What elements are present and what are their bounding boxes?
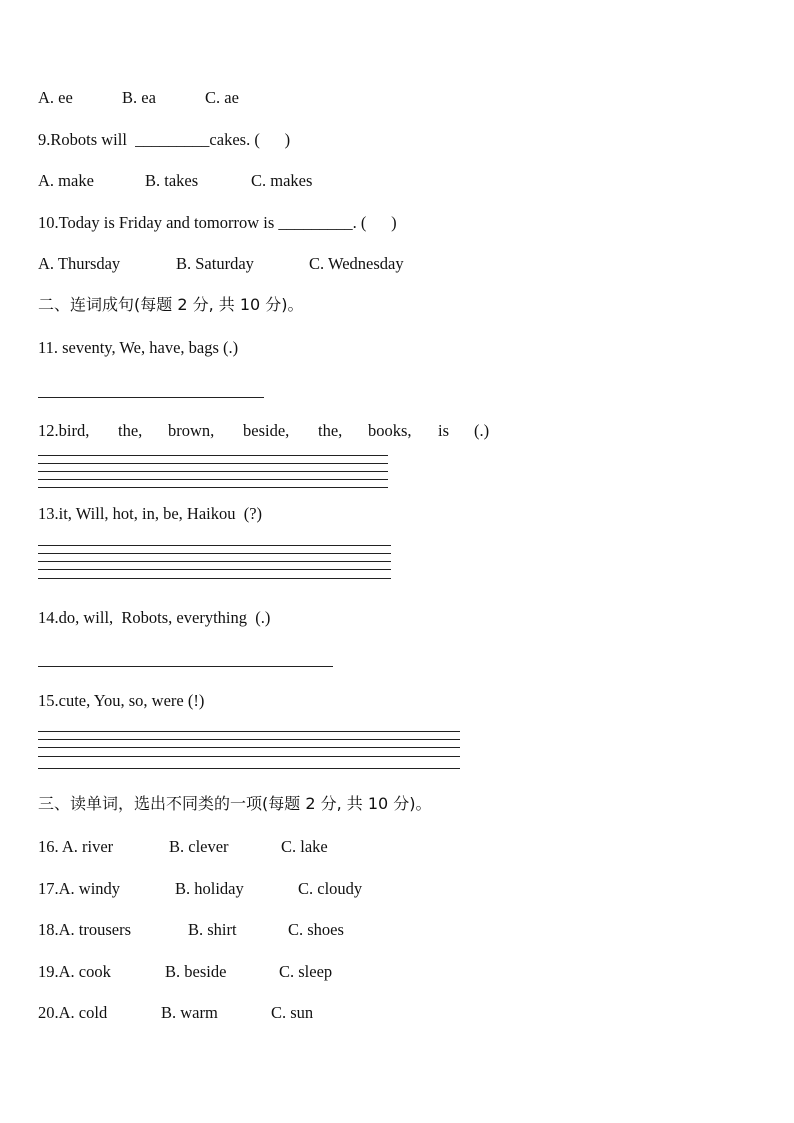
q12-answer-line[interactable]	[38, 463, 388, 464]
q18-option-a: 18.A. trousers	[38, 920, 132, 939]
q12-word: beside,	[243, 421, 290, 440]
q14-answer-line[interactable]	[38, 666, 333, 667]
q19-option-a: 19.A. cook	[38, 962, 111, 981]
section3-title: 三、读单词，选出不同类的一项(每题 2 分, 共 10 分)。	[38, 794, 432, 813]
q12-word: the,	[318, 421, 343, 440]
q16-option-a: 16. A. river	[38, 837, 114, 856]
q16-option-c: C. lake	[281, 837, 328, 856]
q12-word: is	[438, 421, 450, 440]
q12-word: books,	[368, 421, 412, 440]
q10-option-c: C. Wednesday	[309, 254, 404, 273]
q9-option-b: B. takes	[145, 171, 199, 190]
q13-answer-line[interactable]	[38, 553, 391, 554]
q11-answer-line[interactable]	[38, 397, 264, 398]
q9-question: 9.Robots will _________cakes. ( )	[38, 130, 291, 149]
q20-option-c: C. sun	[271, 1003, 314, 1022]
q13-prompt: 13.it, Will, hot, in, be, Haikou (?)	[38, 504, 263, 523]
q12-answer-line[interactable]	[38, 479, 388, 480]
q12-word: 12.bird,	[38, 421, 90, 440]
q10-option-b: B. Saturday	[176, 254, 254, 273]
q8-option-c: C. ae	[205, 88, 239, 107]
q13-answer-line[interactable]	[38, 545, 391, 546]
q9-option-a: A. make	[38, 171, 94, 190]
q12-answer-line[interactable]	[38, 471, 388, 472]
q17-option-a: 17.A. windy	[38, 879, 121, 898]
q12-word: brown,	[168, 421, 215, 440]
q8-option-a: A. ee	[38, 88, 73, 107]
q19-option-c: C. sleep	[279, 962, 333, 981]
q15-answer-line[interactable]	[38, 747, 460, 748]
q15-answer-line[interactable]	[38, 768, 460, 769]
q12-answer-line[interactable]	[38, 487, 388, 488]
q17-option-c: C. cloudy	[298, 879, 363, 898]
q10-option-a: A. Thursday	[38, 254, 121, 273]
q15-answer-line[interactable]	[38, 739, 460, 740]
q17-option-b: B. holiday	[175, 879, 244, 898]
q18-option-b: B. shirt	[188, 920, 237, 939]
q20-option-a: 20.A. cold	[38, 1003, 108, 1022]
q20-option-b: B. warm	[161, 1003, 218, 1022]
q15-prompt: 15.cute, You, so, were (!)	[38, 691, 205, 710]
q11-prompt: 11. seventy, We, have, bags (.)	[38, 338, 239, 357]
q8-option-b: B. ea	[122, 88, 156, 107]
q19-option-b: B. beside	[165, 962, 227, 981]
q15-answer-line[interactable]	[38, 731, 460, 732]
q12-word: the,	[118, 421, 143, 440]
section2-title: 二、连词成句(每题 2 分, 共 10 分)。	[38, 295, 304, 314]
q15-answer-line[interactable]	[38, 756, 460, 757]
q16-option-b: B. clever	[169, 837, 229, 856]
q13-answer-line[interactable]	[38, 569, 391, 570]
q13-answer-line[interactable]	[38, 561, 391, 562]
q10-question: 10.Today is Friday and tomorrow is _________. ( )	[38, 213, 397, 232]
q12-answer-line[interactable]	[38, 455, 388, 456]
q13-answer-line[interactable]	[38, 578, 391, 579]
q14-prompt: 14.do, will, Robots, everything (.)	[38, 608, 271, 627]
q18-option-c: C. shoes	[288, 920, 344, 939]
q9-option-c: C. makes	[251, 171, 313, 190]
q12-word: (.)	[474, 421, 490, 440]
